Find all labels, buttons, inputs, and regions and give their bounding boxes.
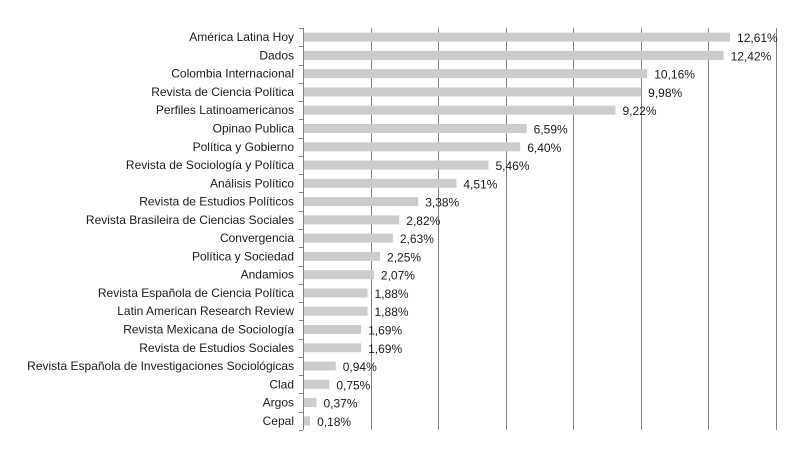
value-label: 9,98% [648,85,683,100]
value-label: 1,88% [374,286,409,301]
bar-11 [304,215,399,224]
category-label: Argos [262,395,294,410]
bar-1 [304,33,730,42]
category-labels [27,30,294,428]
bar-15 [304,288,368,297]
bar-6 [304,124,527,133]
bar-17 [304,325,361,334]
category-label: Revista Española de Ciencia Política [97,285,294,300]
category-label: Revista Española de Investigaciones Sociológicas [27,359,294,374]
value-label: 4,51% [463,177,498,192]
value-label: 2,63% [399,232,434,247]
category-label: Colombia Internacional [171,66,294,81]
category-label: Política y Sociedad [191,249,294,264]
value-label: 5,46% [495,159,530,174]
y-axis [299,28,304,431]
bar-4 [304,87,641,96]
value-label: 12,61% [737,31,778,46]
bar-12 [304,234,393,243]
bar-10 [304,197,418,206]
bar-8 [304,161,488,170]
value-label: 9,22% [622,104,657,119]
bar-16 [304,307,368,316]
bar-2 [304,51,724,60]
value-label: 6,59% [533,122,568,137]
value-label: 0,37% [323,396,358,411]
category-label: Análisis Político [209,176,294,191]
category-label: Perfiles Latinoamericanos [155,103,294,118]
bar-3 [304,69,647,78]
category-label: Clad [269,377,294,392]
bar-19 [304,362,336,371]
category-label: Revista Mexicana de Sociología [123,322,294,337]
value-label: 1,69% [368,323,403,338]
category-label: Revista de Estudios Sociales [139,340,294,355]
category-label: Revista de Ciencia Política [151,84,294,99]
category-label: Latin American Research Review [117,304,294,319]
category-label: Revista de Estudios Políticos [139,194,294,209]
category-label: Convergencia [219,231,294,246]
category-label: Cepal [262,413,294,428]
value-label: 0,75% [336,378,371,393]
bar-21 [304,398,317,407]
value-label: 1,88% [374,305,409,320]
value-label: 0,94% [342,360,377,375]
bar-20 [304,380,329,389]
value-label: 2,25% [387,250,422,265]
category-label: Revista Brasileira de Ciencias Sociales [85,212,294,227]
bar-13 [304,252,380,261]
value-label: 2,07% [380,268,415,283]
value-label: 10,16% [654,67,695,82]
value-label: 2,82% [406,213,441,228]
category-label: América Latina Hoy [189,30,294,45]
bar-5 [304,106,616,115]
category-label: Revista de Sociología y Política [125,158,294,173]
value-label: 6,40% [527,140,562,155]
category-label: Opinao Publica [212,121,294,136]
value-label: 1,69% [368,341,403,356]
value-label: 12,42% [730,49,772,64]
category-label: Andamios [240,267,294,282]
bar-18 [304,343,361,352]
category-label: Política y Gobierno [192,139,294,154]
bar-22 [304,416,310,425]
bar-14 [304,270,374,279]
bar-7 [304,142,520,151]
value-label: 0,18% [317,414,352,429]
category-label: Dados [259,48,294,63]
value-label: 3,38% [425,195,460,210]
bar-9 [304,179,456,188]
